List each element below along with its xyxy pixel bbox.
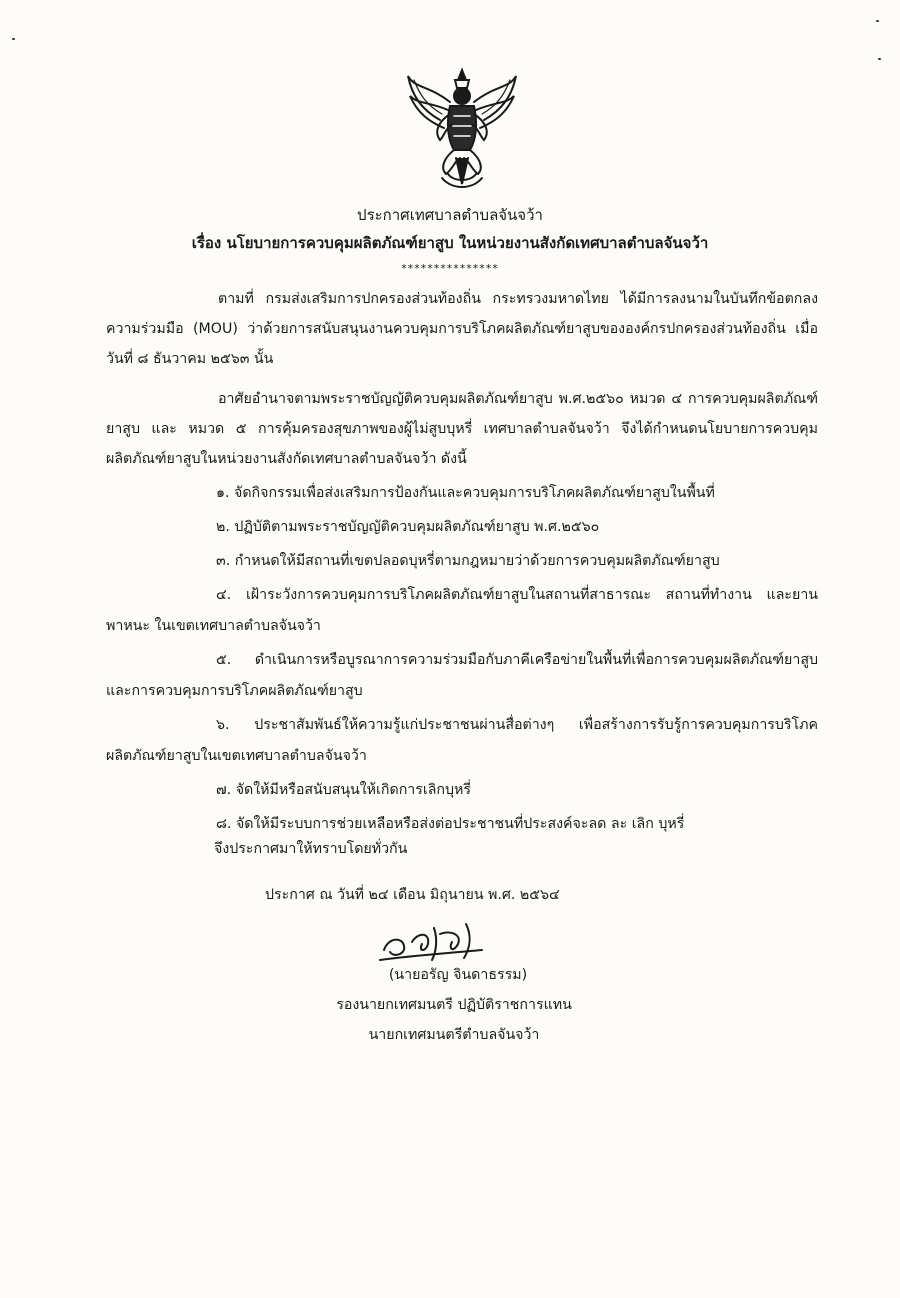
announcement-subject: เรื่อง นโยบายการควบคุมผลิตภัณฑ์ยาสูบ ในหน่วยงานสังกัดเทศบาลตำบลจันจว้า (191, 234, 709, 252)
garuda-emblem (400, 66, 524, 192)
policy-item-1: ๑. จัดกิจกรรมเพื่อส่งเสริมการป้องกันและควบคุมการบริโภคผลิตภัณฑ์ยาสูบในพื้นที่ (216, 485, 715, 501)
signer-office: นายกเทศมนตรีตำบลจันจว้า (368, 1027, 540, 1043)
policy-item-7: ๗. จัดให้มีหรือสนับสนุนให้เกิดการเลิกบุหรี่ (216, 782, 471, 798)
signer-position: รองนายกเทศมนตรี ปฏิบัติราชการแทน (336, 997, 572, 1013)
handwritten-signature (378, 920, 490, 966)
announcement-date: ประกาศ ณ วันที่ ๒๔ เดือน มิถุนายน พ.ศ. ๒๕๖๔ (265, 887, 560, 903)
policy-list (106, 478, 818, 840)
signer-name: (นายอรัญ จินดาธรรม) (388, 967, 528, 983)
intro-paragraph (106, 284, 818, 374)
policy-item-6: ๖. ประชาสัมพันธ์ให้ความรู้แก่ประชาชนผ่านสื่อต่างๆ เพื่อสร้างการรับรู้การควบคุมการบริโภคผลิตภัณฑ์ยาสูบในเขตเทศบาลตำบลจันจว้า (106, 717, 818, 764)
authority-paragraph (106, 384, 818, 474)
policy-item-4: ๔. เฝ้าระวังการควบคุมการบริโภคผลิตภัณฑ์ยาสูบในสถานที่สาธารณะ สถานที่ทำงาน และยานพาหนะ ในเขตเทศบาลตำบลจันจว้า (106, 587, 818, 634)
policy-item-2: ๒. ปฏิบัติตามพระราชบัญญัติควบคุมผลิตภัณฑ์ยาสูบ พ.ศ.๒๕๖๐ (216, 519, 600, 535)
scan-speck (876, 20, 879, 22)
scan-speck (878, 58, 881, 60)
scan-speck (12, 38, 15, 40)
policy-item-5: ๕. ดำเนินการหรือบูรณาการความร่วมมือกับภาคีเครือข่ายในพื้นที่เพื่อการควบคุมผลิตภัณฑ์ยาสูบและการควบคุมการบริโภคผลิตภัณฑ์ยาสูบ (106, 652, 818, 699)
closing-statement: จึงประกาศมาให้ทราบโดยทั่วกัน (214, 841, 408, 857)
announcement-title: ประกาศเทศบาลตำบลจันจว้า (357, 206, 543, 224)
paragraph-1: ตามที่ กรมส่งเสริมการปกครองส่วนท้องถิ่น กระทรวงมหาดไทย ได้มีการลงนามในบันทึกข้อตกลงความร่วมมือ (MOU) ว่าด้วยการสนับสนุนงานควบคุมการบริโภคผลิตภัณฑ์ยาสูบขององค์กรปกครองส่วนท้องถิ่น เมื่อวันที่ ๘ ธันวาคม ๒๕๖๓ นั้น (106, 291, 818, 367)
separator-stars: *************** (401, 262, 499, 275)
policy-item-8: ๘. จัดให้มีระบบการช่วยเหลือหรือส่งต่อประชาชนที่ประสงค์จะลด ละ เลิก บุหรี่ (216, 816, 685, 832)
policy-item-3: ๓. กำหนดให้มีสถานที่เขตปลอดบุหรี่ตามกฎหมายว่าด้วยการควบคุมผลิตภัณฑ์ยาสูบ (216, 553, 720, 569)
paragraph-2: อาศัยอำนาจตามพระราชบัญญัติควบคุมผลิตภัณฑ์ยาสูบ พ.ศ.๒๕๖๐ หมวด ๔ การควบคุมผลิตภัณฑ์ยาสูบ และ หมวด ๕ การคุ้มครองสุขภาพของผู้ไม่สูบบุหรี่ เทศบาลตำบลจันจว้า จึงได้กำหนดนโยบายการควบคุมผลิตภัณฑ์ยาสูบในหน่วยงานสังกัดเทศบาลตำบลจันจว้า ดังนี้ (106, 391, 818, 467)
